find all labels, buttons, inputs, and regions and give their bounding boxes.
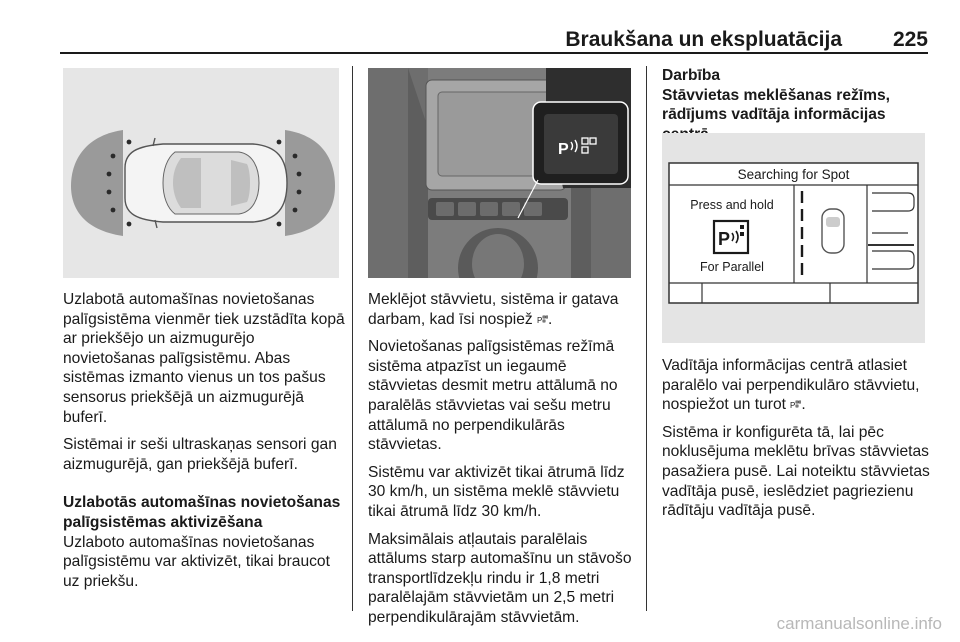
page-title: Braukšana un ekspluatācija [565,28,842,51]
paragraph: Uzlabotā automašīnas novietošanas palīgsistēma vienmēr tiek uzstādīta kopā ar priekšējo un aizmugurējo novietošanas palīgsistēmu. Abas sistēmas izmanto vienus un tos pašus sensorus priekšējā un aizmugurējā buferī. [63,291,345,426]
paragraph-text: . [801,396,806,414]
column-divider [646,66,647,611]
svg-text:P: P [537,315,543,325]
column-2 [368,290,640,636]
figure-dic-screen [662,133,925,343]
figure-sensor-zones [63,68,339,278]
page-number: 225 [892,28,928,51]
paragraph-text: Vadītāja informācijas centrā atlasiet paralēlo vai perpendikulāro stāvvietu, nospiežot un turot [662,357,920,414]
figure-console-button [368,68,631,278]
header-divider [60,52,928,54]
paragraph: Sistēma ir konfigurēta tā, lai pēc noklusējuma meklētu brīvas stāvvietas pasažiera pusē. Lai noteiktu stāvvietas vadītāja pusē, ieslēdziet pagriezienu rādītāju vadītāja pusē. [662,423,930,520]
watermark: carmanualsonline.info [776,614,942,633]
paragraph: Sistēmai ir seši ultraskaņas sensori gan aizmugurējā, gan priekšējā buferī. [63,436,337,473]
dic-title: Searching for Spot [737,167,850,182]
car-sensor-illustration [63,68,339,278]
column-divider [352,66,353,611]
paragraph-text: Meklējot stāvvietu, sistēma ir gatava darbam, kad īsi nospiež [368,291,619,328]
column-1 [63,290,345,599]
paragraph: Maksimālais atļautais paralēlais attālums starp automašīnu un stāvošo transportlīdzekļu rindu ir 1,8 metri paralēlajām stāvvietām un 2,5 metri perpendikulārajām stāvvietām. [368,530,632,626]
paragraph [662,356,937,415]
svg-text:P: P [718,229,731,249]
paragraph: Sistēmu var aktivizēt tikai ātrumā līdz 30 km/h, un sistēma meklē stāvvietu tikai ātrumā līdz 30 km/h. [368,463,625,520]
park-assist-button-icon [790,400,801,410]
subsection-heading: Stāvvietas meklēšanas režīms, rādījums vadītāja informācijas [662,86,890,124]
dic-screen-illustration [662,133,925,343]
paragraph: Novietošanas palīgsistēmas režīmā sistēma atpazīst un iegaumē stāvvietas desmit metru attālumā no paralēlās stāvvietas vai sešu metru attālumā no perpendikulārās stāvvietas. [368,338,618,454]
car-top-view [125,138,287,228]
dic-instruction: Press and hold [690,198,774,212]
dic-mode-label: For Parallel [700,260,764,274]
section-heading: Uzlabotās automašīnas novietošanas palīgsistēmas aktivizēšana [63,494,341,531]
paragraph-text: . [548,310,553,328]
column-3 [662,356,937,529]
page-header [60,24,928,54]
park-assist-button-icon [537,315,548,325]
paragraph: Uzlaboto automašīnas novietošanas palīgsistēmu var aktivizēt, tikai braucot uz priekšu. [63,533,330,590]
svg-text:P: P [558,141,569,158]
section-heading: Darbība [662,67,721,84]
console-illustration [368,68,631,278]
svg-text:P: P [790,401,796,411]
paragraph [368,290,640,329]
